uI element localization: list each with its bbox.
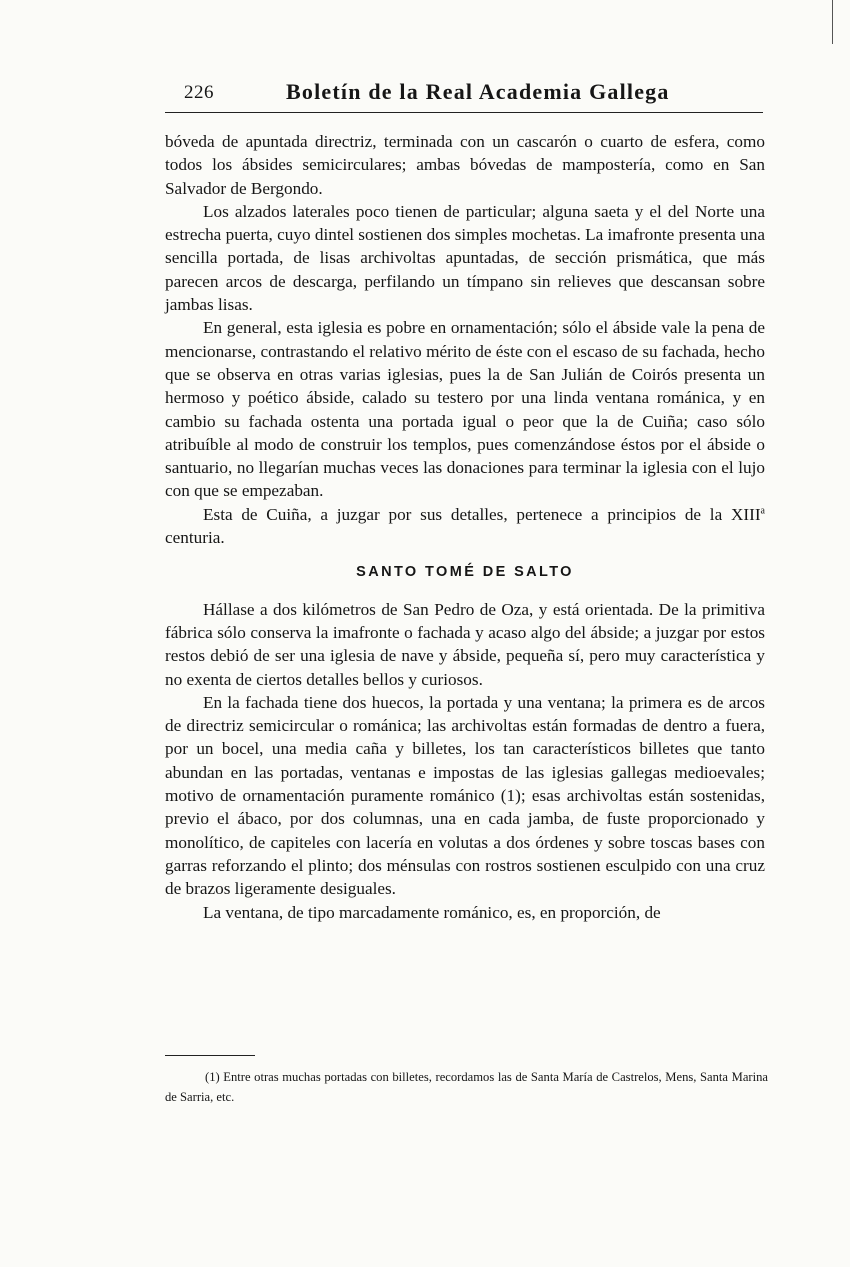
paragraph-location: Hállase a dos kilómetros de San Pedro de Oza, y está orientada. De la primitiva fábrica sólo conserva la imafronte o fachada y acaso algo del ábside; a juzgar por estos restos debió de ser una iglesia de nave y ábside, pequeña sí, pero muy característica y no exenta de ciertos detalles bellos y curiosos. — [165, 599, 765, 689]
section-heading: SANTO TOMÉ DE SALTO — [356, 564, 574, 581]
header-rule — [165, 112, 763, 113]
footnote-rule — [165, 1055, 255, 1056]
century-text-end: centuria. — [165, 528, 225, 548]
paragraph-continuation: bóveda de apuntada directriz, terminada con un cascarón o cuarto de esfera, como todos los ábsides semicirculares; ambas bóvedas de mampostería, como en San Salvador de Bergondo. — [165, 132, 765, 198]
body-text — [165, 130, 765, 924]
page-number: 226 — [184, 82, 214, 103]
running-title: Boletín de la Real Academia Gallega — [286, 79, 670, 104]
century-superscript: a — [760, 505, 765, 517]
century-text: Esta de Cuiña, a juzgar por sus detalles, pertenece a principios de la XIII — [203, 504, 761, 524]
paragraph-century — [165, 503, 765, 550]
paragraph-ornamentation: En general, esta iglesia es pobre en ornamentación; sólo el ábside vale la pena de mencionarse, contrastando el relativo mérito de éste con el escaso de su fachada, hecho que se observa en otras varias iglesias, pues la de San Julián de Coirós presenta un hermoso y poético ábside, calado su testero por una linda ventana románica, y en cambio su fachada ostenta una portada igual o peor que la de Cuiña; caso sólo atribuíble al modo de construir los templos, pues comenzándose éstos por el ábside o santuario, no llegarían muchas veces las donaciones para terminar la iglesia con el lujo con que se empezaban. — [165, 318, 765, 501]
footnote: (1) Entre otras muchas portadas con billetes, recordamos las de Santa María de Castrelos, Mens, Santa Marina de Sarria, etc. — [165, 1070, 768, 1104]
paragraph-window: La ventana, de tipo marcadamente románico, es, en proporción, de — [203, 902, 661, 922]
page-edge-line — [832, 0, 833, 44]
paragraph-facade: En la fachada tiene dos huecos, la portada y una ventana; la primera es de arcos de directriz semicircular o románica; las archivoltas están formadas de dentro a fuera, por un bocel, una media caña y billetes, los tan característicos billetes que tanto abundan en las portadas, ventanas e impostas de las iglesias gallegas medioevales; motivo de ornamentación puramente románico (1); esas archivoltas están sostenidas, previo el ábaco, por dos columnas, una en cada jamba, de fuste proporcionado y monolítico, de capiteles con lacería en volutas a dos órdenes y sobre toscas bases con garras reforzando el plinto; dos ménsulas con rostros sostienen esculpido con una cruz de brazos ligeramente desiguales. — [165, 692, 765, 899]
paragraph-lateral-walls: Los alzados laterales poco tienen de particular; alguna saeta y el del Norte una estrecha puerta, cuyo dintel sostienen dos simples mochetas. La imafronte presenta una sencilla portada, de lisas archivoltas apuntadas, de sección prismática, que más parecen arcos de descarga, perfilando un tímpano sin relieves que descansan sobre jambas lisas. — [165, 201, 765, 315]
